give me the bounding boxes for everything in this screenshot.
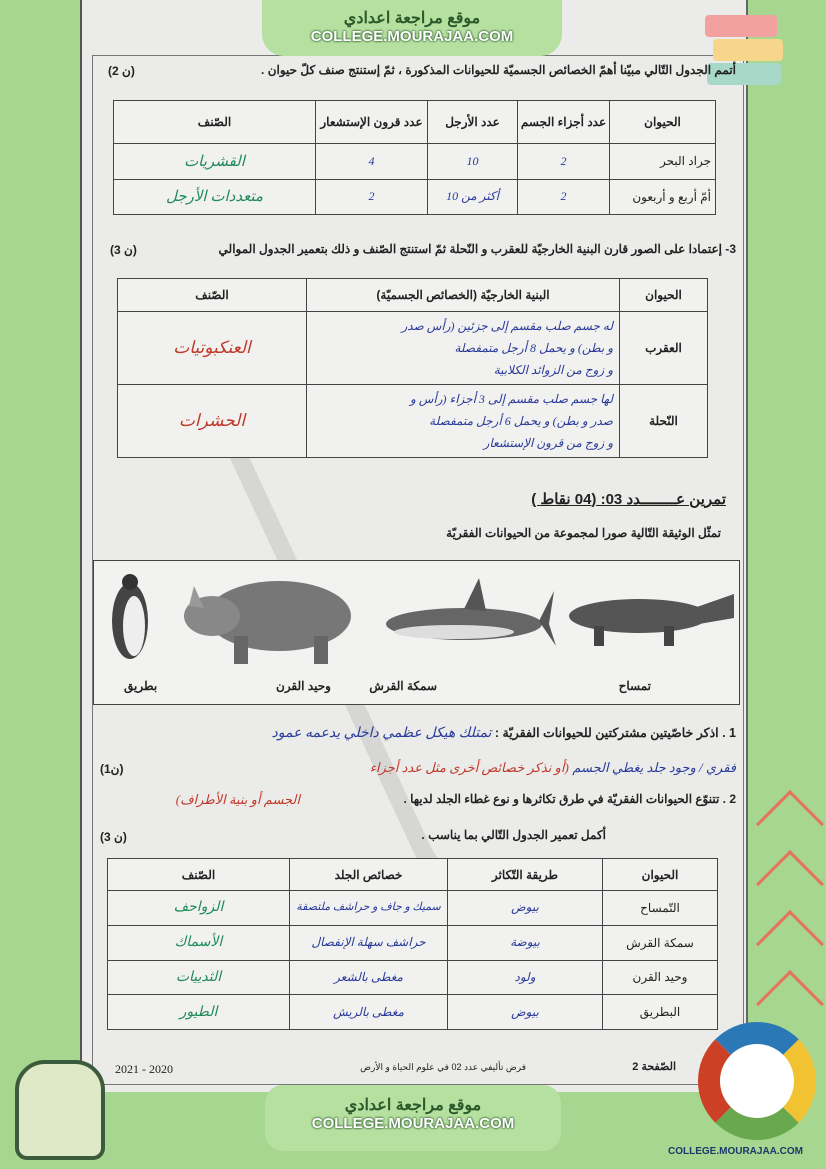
answer-parts: 2 bbox=[518, 144, 610, 180]
ex3-q2-points: (3 ن) bbox=[100, 830, 127, 844]
header-reproduction: طريقة التّكاثر bbox=[448, 859, 603, 891]
banner-url[interactable]: COLLEGE.MOURAJAA.COM bbox=[310, 28, 514, 45]
ex3-q1-points: (1ن) bbox=[100, 762, 124, 776]
answer-class: الزواحف bbox=[108, 891, 290, 926]
table-row bbox=[114, 179, 716, 215]
answer-legs: أكثر من 10 bbox=[428, 179, 518, 215]
question3-instruction: 3- إعتمادا على الصور قارن البنية الخارجيّة للعقرب و النّحلة ثمّ استنتج الصّنف و ذلك بتعمير الجدول الموالي bbox=[218, 242, 736, 256]
cell-animal: سمكة القرش bbox=[603, 925, 718, 960]
answer-reproduction: ولود bbox=[448, 960, 603, 995]
header-legs: عدد الأرجل bbox=[428, 101, 518, 144]
header-animal: الحيوان bbox=[603, 859, 718, 891]
crocodile-image bbox=[569, 594, 734, 646]
chevron-up-icon bbox=[756, 850, 824, 918]
answer-class: القشريات bbox=[114, 144, 316, 180]
question3-points: (3 ن) bbox=[110, 243, 137, 257]
cell-animal: جراد البحر bbox=[610, 144, 716, 180]
table-row bbox=[108, 960, 718, 995]
question-table1-instruction: أتمم الجدول التّالي مبيّنا أهمّ الخصائص الجسميّة للحيوانات المذكورة ، ثمّ إستنتج صنف كلّ حيوان . bbox=[261, 63, 736, 77]
cell-animal: أمّ أربع و أربعون bbox=[610, 179, 716, 215]
header-animal: الحيوان bbox=[620, 279, 708, 312]
penguin-image bbox=[112, 574, 148, 659]
answer-antennae: 4 bbox=[316, 144, 428, 180]
answer-reproduction: بيوض bbox=[448, 995, 603, 1030]
answer-line: و بطن) و يحمل 8 أرجل متمفصلة bbox=[454, 341, 613, 355]
exercise3-title: تمرين عــــــــدد 03: (04 نقاط ) bbox=[531, 491, 726, 508]
footer-page-label: الصّفحة bbox=[641, 1061, 676, 1073]
answer-antennae: 2 bbox=[316, 179, 428, 215]
vertebrates-table bbox=[107, 858, 718, 1030]
table-row bbox=[114, 144, 716, 180]
answer-class: الحشرات bbox=[118, 385, 307, 458]
header-body-parts: عدد أجزاء الجسم bbox=[518, 101, 610, 144]
ex3-q2-sub: أكمل تعمير الجدول التّالي بما يناسب . bbox=[421, 828, 606, 842]
header-skin: خصائص الجلد bbox=[290, 859, 448, 891]
answer-line: لها جسم صلب مقسم إلى 3 أجزاء (رأس و bbox=[409, 392, 613, 406]
banner-arabic: موقع مراجعة اعدادي bbox=[343, 10, 481, 27]
scorpion-bee-table bbox=[117, 278, 708, 458]
bottom-banner[interactable] bbox=[265, 1085, 561, 1151]
rhino-image bbox=[184, 581, 351, 664]
table-row bbox=[108, 925, 718, 960]
answer-class: الأسماك bbox=[108, 925, 290, 960]
shark-image bbox=[386, 578, 556, 646]
answer-reproduction: بيوضة bbox=[448, 925, 603, 960]
answer-skin: مغطى بالريش bbox=[290, 995, 448, 1030]
answer-class: متعددات الأرجل bbox=[114, 179, 316, 215]
answer-reproduction: بيوض bbox=[448, 891, 603, 926]
chevron-up-icon bbox=[756, 910, 824, 978]
cell-animal: وحيد القرن bbox=[603, 960, 718, 995]
answer-class: الطيور bbox=[108, 995, 290, 1030]
ex3-q1-answer-red1: (أو نذكر خصائص أخرى مثل عدد أجزاء bbox=[369, 760, 569, 775]
answer-skin: مغطى بالشعر bbox=[290, 960, 448, 995]
logo-url[interactable]: COLLEGE.MOURAJAA.COM bbox=[668, 1146, 803, 1157]
banner-arabic: موقع مراجعة اعدادي bbox=[344, 1097, 482, 1114]
site-logo-wheel bbox=[698, 1022, 816, 1140]
answer-parts: 2 bbox=[518, 179, 610, 215]
ex3-q1-answer-red2: الجسم أو بنية الأطراف) bbox=[175, 792, 300, 807]
header-structure: البنية الخارجيّة (الخصائص الجسميّة) bbox=[307, 279, 620, 312]
top-banner[interactable] bbox=[262, 0, 562, 56]
header-antennae: عدد قرون الإستشعار bbox=[316, 101, 428, 144]
header-class: الصّنف bbox=[108, 859, 290, 891]
header-animal: الحيوان bbox=[610, 101, 716, 144]
animal-label-rhino: وحيد القرن bbox=[276, 679, 331, 693]
ex3-q1-answer-line1: تمتلك هيكل عظمي داخلي يدعمه عمود bbox=[271, 726, 492, 741]
vertebrates-image bbox=[93, 560, 740, 705]
body-features-table bbox=[113, 100, 716, 215]
animal-label-shark: سمكة القرش bbox=[369, 679, 437, 693]
cell-animal: النّحلة bbox=[620, 385, 708, 458]
ex3-q2-prompt: 2 . تتنوّع الحيوانات الفقريّة في طرق تكاثرها و نوع غطاء الجلد لديها . bbox=[403, 792, 736, 806]
header-class: الصّنف bbox=[114, 101, 316, 144]
backpack-icon bbox=[15, 1060, 105, 1160]
animal-label-crocodile: تمساح bbox=[618, 679, 651, 693]
cell-animal: العقرب bbox=[620, 312, 708, 385]
table-row bbox=[108, 995, 718, 1030]
answer-skin: حراشف سهلة الإنفصال bbox=[290, 925, 448, 960]
table-row bbox=[118, 385, 708, 458]
banner-url[interactable]: COLLEGE.MOURAJAA.COM bbox=[311, 1115, 515, 1132]
footer-page-number: 2 bbox=[632, 1061, 639, 1073]
answer-line: صدر و بطن) و يحمل 6 أرجل متمفصلة bbox=[429, 414, 613, 428]
question-table1-points: (2 ن) bbox=[108, 64, 135, 78]
chevron-up-icon bbox=[756, 790, 824, 858]
exercise3-intro: تمثّل الوثيقة التّالية صورا لمجموعة من الحيوانات الفقريّة bbox=[446, 526, 721, 540]
books-logo bbox=[705, 15, 785, 90]
header-class: الصّنف bbox=[118, 279, 307, 312]
answer-skin: سميك و جاف و حراشف ملتصقة bbox=[290, 891, 448, 926]
cell-animal: التّمساح bbox=[603, 891, 718, 926]
footer-title: فرض تأليفي عدد 02 في علوم الحياة و الأرض bbox=[360, 1062, 526, 1072]
answer-line: له جسم صلب مقسم إلى جزئين (رأس صدر bbox=[401, 319, 613, 333]
ex3-q1-prompt: 1 . اذكر خاصّيتين مشتركتين للحيوانات الفقريّة : bbox=[494, 726, 736, 740]
cell-animal: البطريق bbox=[603, 995, 718, 1030]
answer-line: و زوج من قرون الإستشعار bbox=[483, 436, 613, 450]
answer-class: العنكبوتيات bbox=[118, 312, 307, 385]
footer-years: 2021 - 2020 bbox=[115, 1062, 173, 1076]
ex3-q1-answer-line2: فقري / وجود جلد يغطي الجسم bbox=[572, 760, 736, 775]
answer-legs: 10 bbox=[428, 144, 518, 180]
animal-label-penguin: بطريق bbox=[124, 679, 158, 693]
table-row bbox=[118, 312, 708, 385]
answer-line: و زوج من الزوائد الكلابية bbox=[493, 363, 613, 377]
answer-class: الثدييات bbox=[108, 960, 290, 995]
table-row bbox=[108, 891, 718, 926]
